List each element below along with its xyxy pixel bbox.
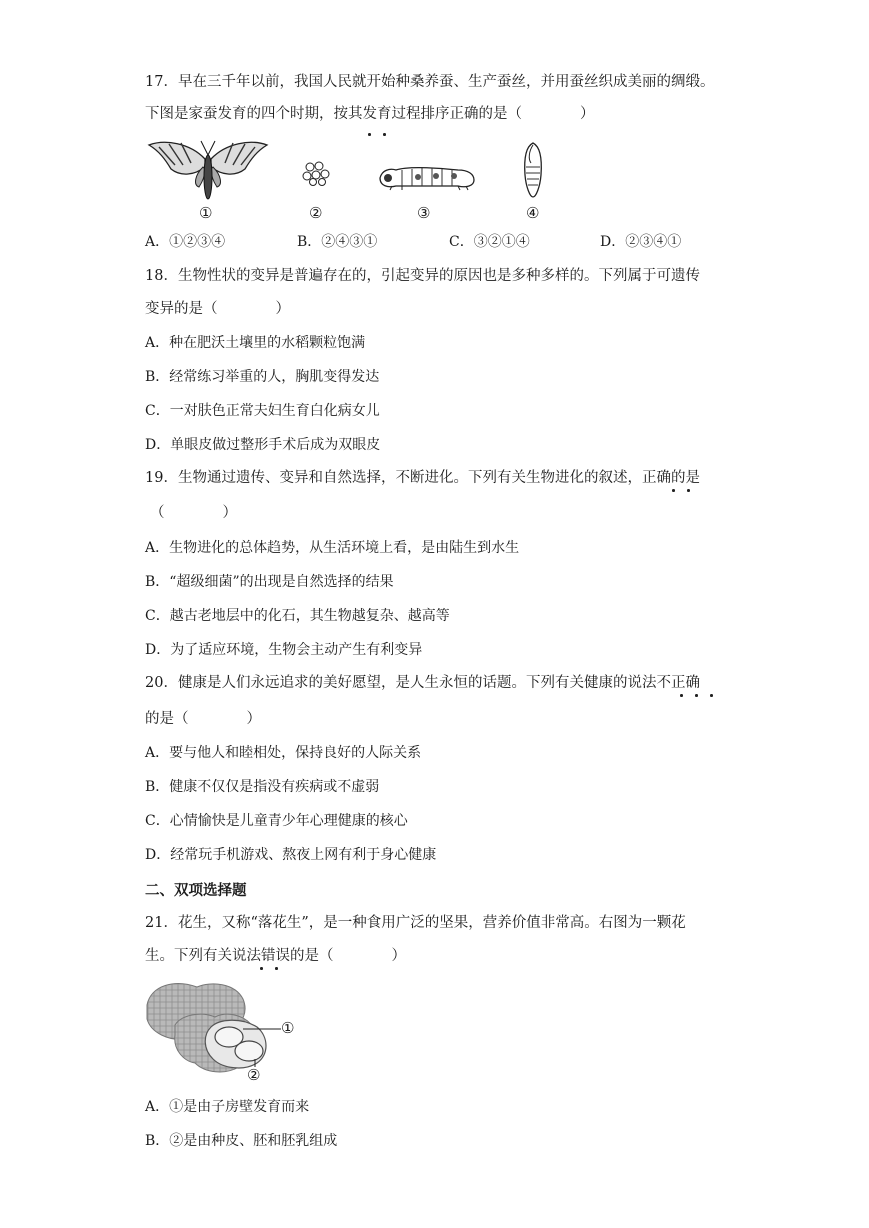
q17-option-c[interactable]: C．③②①④ (449, 234, 530, 250)
emphasis-dot (695, 694, 698, 697)
emphasis-dot (383, 133, 386, 136)
q21-option-b[interactable]: B．②是由种皮、胚和胚乳组成 (145, 1133, 338, 1149)
moth-label: ① (199, 204, 213, 222)
q17-option-d[interactable]: D．②③④① (600, 234, 682, 250)
q21-stem-line1: 21．花生，又称“落花生”，是一种食用广泛的坚果，营养价值非常高。右图为一颗花 (145, 915, 686, 931)
q17-option-b[interactable]: B．②④③① (297, 234, 378, 250)
emphasis-dot (275, 967, 278, 970)
q20-stem-line2: 的是（ ） (145, 711, 261, 727)
q18-stem-line2: 变异的是（ ） (145, 301, 290, 317)
q18-option-c[interactable]: C．一对肤色正常夫妇生育白化病女儿 (145, 403, 380, 419)
q18-option-d[interactable]: D．单眼皮做过整形手术后成为双眼皮 (145, 437, 381, 453)
moth-illustration (145, 137, 270, 205)
egg-label: ② (309, 204, 323, 222)
emphasis-dot (710, 694, 713, 697)
q20-option-b[interactable]: B．健康不仅仅是指没有疾病或不虚弱 (145, 779, 380, 795)
egg-cluster-illustration (302, 160, 332, 186)
larva-illustration (378, 160, 478, 192)
emphasis-dot (672, 489, 675, 492)
q20-option-c[interactable]: C．心情愉快是儿童青少年心理健康的核心 (145, 813, 408, 829)
q19-option-d[interactable]: D．为了适应环境，生物会主动产生有利变异 (145, 642, 423, 658)
q19-stem-line1: 19．生物通过遗传、变异和自然选择，不断进化。下列有关生物进化的叙述，正确的是 (145, 470, 700, 486)
q18-option-a[interactable]: A．种在肥沃土壤里的水稻颗粒饱满 (145, 335, 366, 351)
peanut-label-2: ② (247, 1066, 261, 1084)
emphasis-dot (368, 133, 371, 136)
pupa-label: ④ (526, 204, 540, 222)
q21-option-a[interactable]: A．①是由子房壁发育而来 (145, 1099, 310, 1115)
q20-option-a[interactable]: A．要与他人和睦相处，保持良好的人际关系 (145, 745, 422, 761)
peanut-label-1: ① (281, 1019, 295, 1037)
section-title: 二、双项选择题 (145, 883, 247, 899)
q20-option-d[interactable]: D．经常玩手机游戏、熬夜上网有利于身心健康 (145, 847, 437, 863)
q20-stem-line1: 20．健康是人们永远追求的美好愿望，是人生永恒的话题。下列有关健康的说法不正确 (145, 675, 700, 691)
q17-stem-line2: 下图是家蚕发育的四个时期，按其发育过程排序正确的是（ ） (145, 106, 595, 122)
q17-stem-line1: 17．早在三千年以前，我国人民就开始种桑养蚕、生产蚕丝，并用蚕丝织成美丽的绸缎。 (145, 74, 715, 90)
q19-option-a[interactable]: A．生物进化的总体趋势，从生活环境上看，是由陆生到水生 (145, 540, 520, 556)
emphasis-dot (260, 967, 263, 970)
larva-label: ③ (417, 204, 431, 222)
q21-stem-line2: 生。下列有关说法错误的是（ ） (145, 948, 406, 964)
emphasis-dot (680, 694, 683, 697)
q18-option-b[interactable]: B．经常练习举重的人，胸肌变得发达 (145, 369, 380, 385)
q19-stem-line2: （ ） (150, 505, 237, 521)
q17-option-a[interactable]: A．①②③④ (145, 234, 226, 250)
q18-stem-line1: 18．生物性状的变异是普遍存在的，引起变异的原因也是多种多样的。下列属于可遗传 (145, 268, 700, 284)
q19-option-c[interactable]: C．越古老地层中的化石，其生物越复杂、越高等 (145, 608, 450, 624)
emphasis-dot (687, 489, 690, 492)
pupa-illustration (522, 141, 544, 199)
q19-option-b[interactable]: B．“超级细菌”的出现是自然选择的结果 (145, 574, 394, 590)
